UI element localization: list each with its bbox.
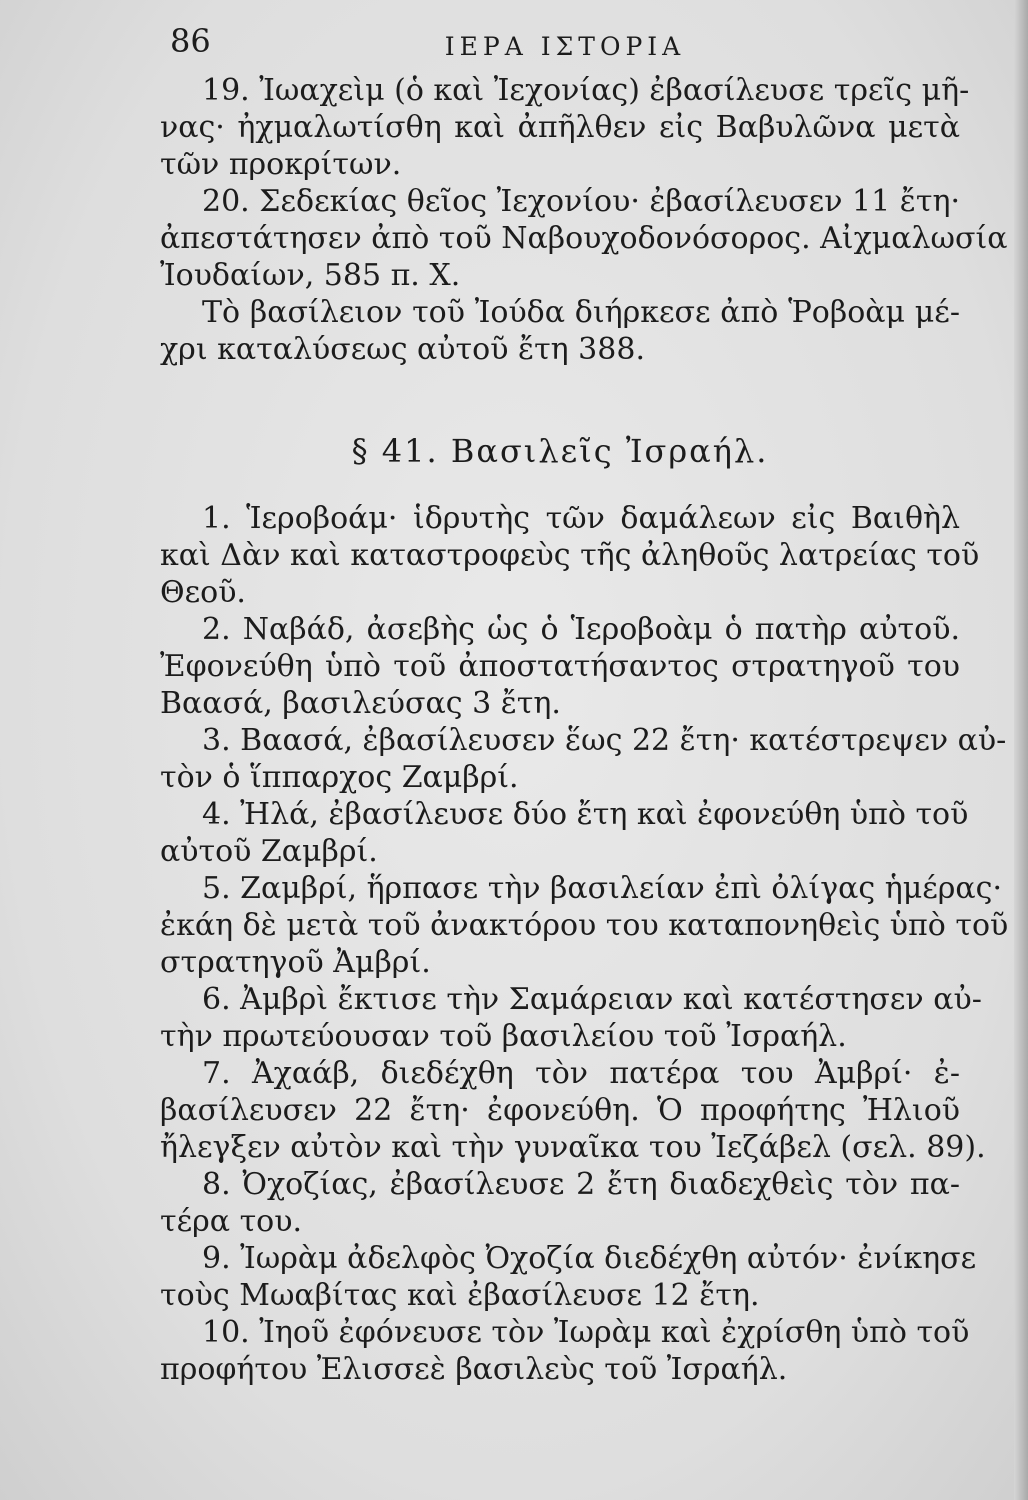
running-title: ΙΕΡΑ ΙΣΤΟΡΙΑ <box>444 32 686 61</box>
text-line: τέρα του. <box>160 1204 303 1239</box>
text-line: 20. Σεδεκίας θεῖος Ἰεχονίου· ἐβασίλευσεν 11 ἔτη· <box>202 184 960 219</box>
text-line: Τὸ βασίλειον τοῦ Ἰούδα διήρκεσε ἀπὸ Ῥοβοὰμ μέ- <box>202 295 960 330</box>
text-line: 10. Ἰηοῦ ἐφόνευσε τὸν Ἰωρὰμ καὶ ἐχρίσθη ὑπὸ τοῦ <box>202 1315 970 1350</box>
text-block-top <box>160 72 1008 368</box>
section-heading: § 41. Βασιλεῖς Ἰσραήλ. <box>351 432 769 470</box>
text-line: 2. Ναβάδ, ἀσεβὴς ὡς ὁ Ἱεροβοὰμ ὁ πατὴρ αὐτοῦ. <box>202 612 960 647</box>
text-line: τῶν προκρίτων. <box>160 147 402 182</box>
text-line: τὸν ὁ ἵππαρχος Ζαμβρί. <box>160 760 519 795</box>
text-line: 6. Ἀμβρὶ ἔκτισε τὴν Σαμάρειαν καὶ κατέστησεν αὐ- <box>202 982 982 1017</box>
text-line: ἤλεγξεν αὐτὸν καὶ τὴν γυναῖκα του Ἰεζάβελ (σελ. 89). <box>160 1130 986 1165</box>
page-edge-shadow <box>1014 0 1028 1500</box>
text-line: τὴν πρωτεύουσαν τοῦ βασιλείου τοῦ Ἰσραήλ. <box>160 1019 847 1054</box>
text-line: χρι καταλύσεως αὐτοῦ ἔτη 388. <box>160 332 645 367</box>
text-block-kings <box>160 500 1009 1388</box>
text-line: 4. Ἠλά, ἐβασίλευσε δύο ἔτη καὶ ἐφονεύθη ὑπὸ τοῦ <box>202 797 969 832</box>
text-line: ἐκάη δὲ μετὰ τοῦ ἀνακτόρου του καταπονηθεὶς ὑπὸ τοῦ <box>160 908 1009 943</box>
text-line: καὶ Δὰν καὶ καταστροφεὺς τῆς ἀληθοῦς λατρείας τοῦ <box>160 538 980 573</box>
text-line: Βαασά, βασιλεύσας 3 ἔτη. <box>160 686 561 721</box>
text-line: βασίλευσεν 22 ἔτη· ἐφονεύθη. Ὁ προφήτης Ἠλιοῦ <box>160 1093 960 1128</box>
page-number: 86 <box>170 22 211 60</box>
text-line: 7. Ἀχαάβ, διεδέχθη τὸν πατέρα του Ἀμβρί· ἐ- <box>202 1056 960 1091</box>
text-line: 19. Ἰωαχεὶμ (ὁ καὶ Ἰεχονίας) ἐβασίλευσε τρεῖς μῆ- <box>202 73 970 108</box>
text-line: Ἐφονεύθη ὑπὸ τοῦ ἀποστατήσαντος στρατηγοῦ του <box>160 649 960 684</box>
text-line: 1. Ἱεροβοάμ· ἱδρυτὴς τῶν δαμάλεων εἰς Βαιθὴλ <box>202 501 960 536</box>
text-line: τοὺς Μωαβίτας καὶ ἐβασίλευσε 12 ἔτη. <box>160 1278 760 1313</box>
text-line: 5. Ζαμβρί, ἥρπασε τὴν βασιλείαν ἐπὶ ὀλίγας ἡμέρας· <box>202 871 1002 906</box>
text-line: 9. Ἰωρὰμ ἀδελφὸς Ὀχοζία διεδέχθη αὐτόν· ἐνίκησε <box>202 1241 977 1276</box>
text-line: ἀπεστάτησεν ἀπὸ τοῦ Ναβουχοδονόσορος. Αἰχμαλωσία <box>160 221 1008 256</box>
page-header <box>170 22 960 72</box>
text-line: Ἰουδαίων, 585 π. Χ. <box>160 258 461 293</box>
text-line: νας· ἠχμαλωτίσθη καὶ ἀπῆλθεν εἰς Βαβυλῶνα μετὰ <box>160 110 960 145</box>
text-line: προφήτου Ἐλισσεὲ βασιλεὺς τοῦ Ἰσραήλ. <box>160 1352 788 1387</box>
text-line: 3. Βαασά, ἐβασίλευσεν ἕως 22 ἔτη· κατέστρεψεν αὐ- <box>202 723 1007 758</box>
text-line: 8. Ὀχοζίας, ἐβασίλευσε 2 ἔτη διαδεχθεὶς τὸν πα- <box>202 1167 960 1202</box>
text-line: στρατηγοῦ Ἀμβρί. <box>160 945 431 980</box>
text-line: Θεοῦ. <box>160 575 246 610</box>
text-line: αὐτοῦ Ζαμβρί. <box>160 834 378 869</box>
